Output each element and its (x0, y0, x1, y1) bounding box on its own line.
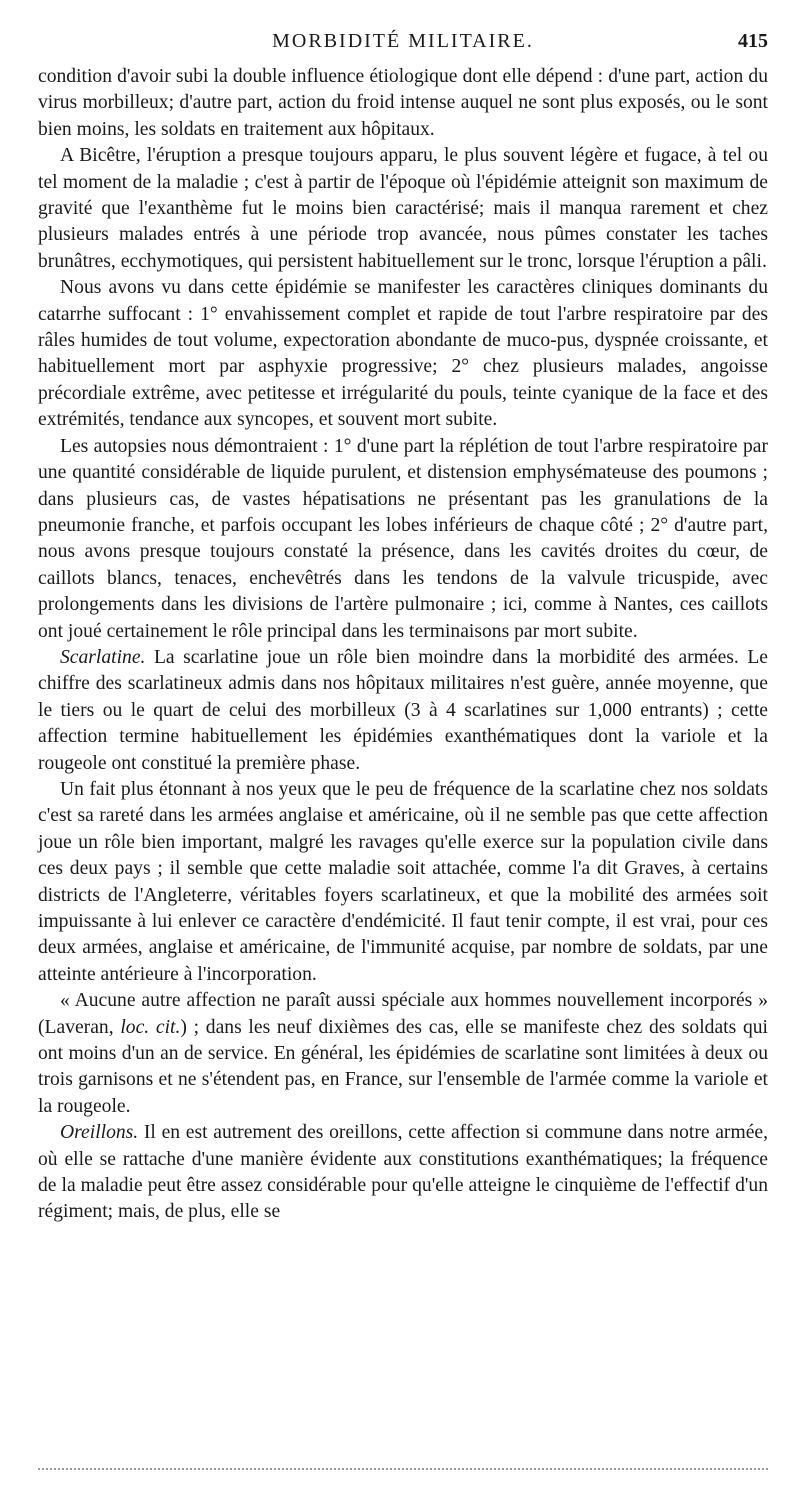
paragraph-bicetre (38, 143, 768, 275)
paragraph-text: condition d'avoir subi la double influence étiologique dont elle dépend : d'une part, action du virus morbilleux; d'autre part, action du froid intense auquel ne sont plus exposés, ou le sont bien moins, les soldats en traitement aux hôpitaux. (38, 66, 768, 140)
citation-ref: loc. cit. (120, 1016, 181, 1038)
running-title: MORBIDITÉ MILITAIRE. (272, 30, 534, 52)
paragraph-continuation (38, 64, 768, 143)
section-lead-oreillons: Oreillons. (60, 1122, 139, 1144)
paragraph-oreillons (38, 1120, 768, 1226)
paragraph-catarrhe (38, 275, 768, 433)
body-text (38, 64, 768, 1226)
paragraph-scarlatine (38, 645, 768, 777)
paragraph-text: Il en est autrement des oreillons, cette affection si commune dans notre armée, où elle se rattache d'une manière évidente aux constitutions exanthématiques; la fréquence de la maladie peut être assez considérable pour qu'elle atteigne le cinquième de l'effectif d'un régiment; mais, de plus, elle se (38, 1122, 768, 1223)
paragraph-text: La scarlatine joue un rôle bien moindre dans la morbidité des armées. Le chiffre des scarlatineux admis dans nos hôpitaux militaires n'est guère, année moyenne, que le tiers ou le quart de celui des morbilleux (3 à 4 scarlatines sur 1,000 entrants) ; cette affection termine habituellement les épidémies exanthématiques dont la variole et la rougeole ont constitué la première phase. (38, 646, 768, 774)
book-page (38, 30, 768, 1226)
paragraph-text: Un fait plus étonnant à nos yeux que le peu de fréquence de la scarlatine chez nos soldats c'est sa rareté dans les armées anglaise et américaine, où il ne semble pas que cette affection joue un rôle bien important, malgré les ravages qu'elle exerce sur la population civile dans ces deux pays ; il semble que cette maladie soit attachée, comme l'a dit Graves, à certains districts de l'Angleterre, véritables foyers scarlatineux, et que la mobilité des armées soit impuissante à lui enlever ce caractère d'endémicité. Il faut tenir compte, il est vrai, pour ces deux armées, anglaise et américaine, de l'immunité acquise, par nombre de soldats, par une atteinte antérieure à l'incorporation. (38, 778, 768, 985)
paragraph-text: ) ; dans les neuf dixièmes des cas, elle se manifeste chez des soldats qui ont moins d'un an de service. En général, les épidémies de scarlatine sont limitées à deux ou trois garnisons et ne s'étendent pas, en France, sur l'ensemble de l'armée comme la variole et la rougeole. (38, 1016, 768, 1117)
paragraph-rarete (38, 777, 768, 988)
paragraph-text: A Bicêtre, l'éruption a presque toujours apparu, le plus souvent légère et fugace, à tel ou tel moment de la maladie ; c'est à partir de l'époque où l'épidémie atteignit son maximum de gravité que l'exanthème fut le moins bien caractérisé; mais il manqua rarement et chez plusieurs malades entrés à une période trop avancée, nous pûmes constater les taches brunâtres, ecchymotiques, qui persistent habituellement sur le tronc, lorsque l'éruption a pâli. (38, 145, 768, 272)
paragraph-text: « Aucune autre affection ne paraît aussi spéciale aux hommes nouvellement incorporés » (Laveran, (38, 990, 768, 1038)
paragraph-autopsies (38, 434, 768, 645)
section-lead-scarlatine: Scarlatine. (60, 646, 146, 668)
paragraph-text: Nous avons vu dans cette épidémie se manifester les caractères cliniques dominants du catarrhe suffocant : 1° envahissement complet et rapide de tout l'arbre respiratoire par des râles humides de tout volume, expectoration abondante de muco-pus, dyspnée croissante, et habituellement mort par asphyxie progressive; 2° chez plusieurs malades, angoisse précordiale extrême, avec petitesse et irrégularité du pouls, teinte cyanique de la face et des extrémités, tendance aux syncopes, et souvent mort subite. (38, 277, 768, 431)
running-head (38, 30, 768, 64)
paragraph-text: Les autopsies nous démontraient : 1° d'une part la réplétion de tout l'arbre respiratoire par une quantité considérable de liquide purulent, et distension emphysémateuse des poumons ; dans plusieurs cas, de vastes hépatisations ne présentant pas les granulations de la pneumonie franche, et parfois occupant les lobes inférieurs de chaque côté ; 2° d'autre part, nous avons presque toujours constaté la présence, dans les cavités droites du cœur, de caillots blancs, tenaces, enchevêtrés dans les tendons de la valvule tricuspide, avec prolongements dans les divisions de l'artère pulmonaire ; ici, comme à Nantes, ces caillots ont joué certainement le rôle principal dans les terminaisons par mort subite. (38, 435, 768, 642)
footer-rule (38, 1468, 768, 1470)
paragraph-laveran-quote (38, 988, 768, 1120)
page-number: 415 (738, 30, 768, 52)
